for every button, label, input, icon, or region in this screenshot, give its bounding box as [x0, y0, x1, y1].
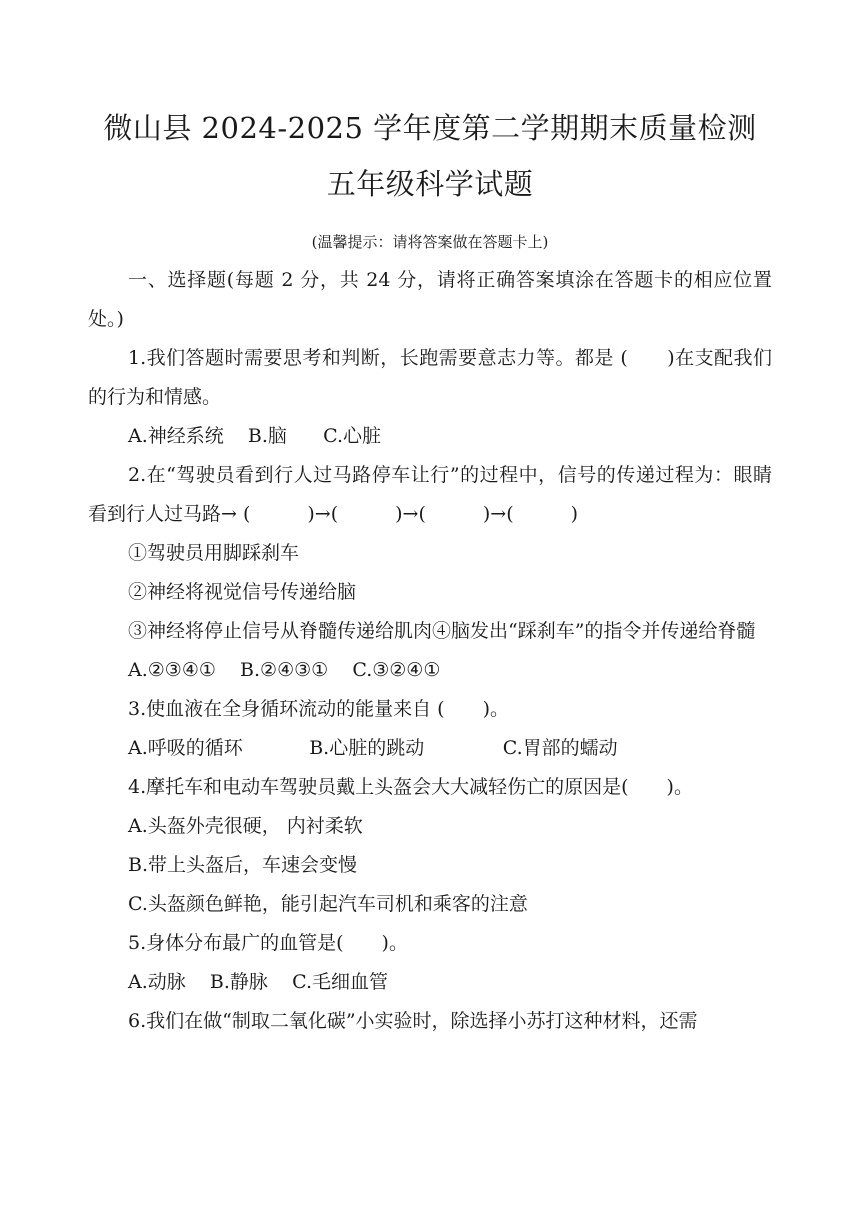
question-1-options: A.神经系统 B.脑 C.心脏 [128, 425, 382, 447]
question-2-item-3: ③神经将停止信号从脊髓传递给肌肉④脑发出“踩刹车”的指令并传递给脊髓 [128, 620, 756, 642]
question-4-option-c: C.头盔颜色鲜艳，能引起汽车司机和乘客的注意 [128, 893, 528, 915]
question-2-item-1: ①驾驶员用脚踩刹车 [128, 542, 300, 564]
exam-subtitle: 五年级科学试题 [326, 167, 534, 201]
question-1-stem: 1.我们答题时需要思考和判断，长跑需要意志力等。都是 ( )在支配我们的行为和情感。 [88, 347, 772, 408]
question-6-stem: 6.我们在做“制取二氧化碳”小实验时，除选择小苏打这种材料，还需 [128, 1010, 698, 1032]
question-2-item-2: ②神经将视觉信号传递给脑 [128, 581, 357, 603]
exam-title: 微山县 2024-2025 学年度第二学期期末质量检测 [103, 111, 757, 145]
question-content [88, 261, 772, 1041]
question-2-stem: 2.在“驾驶员看到行人过马路停车让行”的过程中，信号的传递过程为：眼睛看到行人过马路→ ( )→( )→( )→( ) [88, 464, 772, 525]
question-5-options: A.动脉 B.静脉 C.毛细血管 [128, 971, 388, 993]
question-5-stem: 5.身体分布最广的血管是( )。 [128, 932, 408, 954]
question-4-stem: 4.摩托车和电动车驾驶员戴上头盔会大大减轻伤亡的原因是( )。 [128, 776, 693, 798]
question-3-options: A.呼吸的循环 B.心脏的跳动 C.胃部的蠕动 [128, 737, 618, 759]
question-3-stem: 3.使血液在全身循环流动的能量来自 ( )。 [128, 698, 509, 720]
question-4-option-b: B.带上头盔后，车速会变慢 [128, 854, 358, 876]
question-2-options: A.②③④① B.②④③① C.③②④① [128, 659, 441, 681]
answer-hint: (温馨提示：请将答案做在答题卡上) [311, 233, 549, 251]
section-heading: 一、选择题(每题 2 分，共 24 分，请将正确答案填涂在答题卡的相应位置处。) [88, 269, 772, 330]
question-4-option-a: A.头盔外壳很硬， 内衬柔软 [128, 815, 363, 837]
